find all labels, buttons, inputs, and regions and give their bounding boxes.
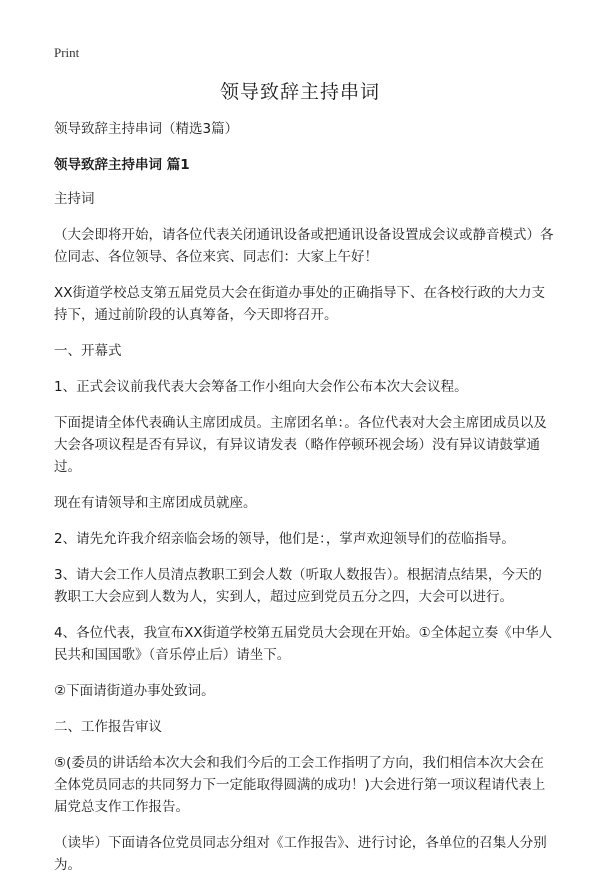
paragraph: 一、开幕式 <box>54 343 122 359</box>
document-subtitle: 领导致辞主持串词（精选3篇） <box>54 121 239 137</box>
paragraph: 二、工作报告审议 <box>54 719 162 735</box>
paragraph: （大会即将开始，请各位代表关闭通讯设备或把通讯设备设置成会议或静音模式）各位同志、各位领导、各位来宾、同志们：大家上午好！ <box>54 227 554 265</box>
section-heading: 领导致辞主持串词 篇1 <box>54 157 190 173</box>
paragraph: 主持词 <box>54 191 95 207</box>
paragraph: ⑤(委员的讲话给本次大会和我们今后的工会工作指明了方向，我们相信本次大会在全体党员同志的共同努力下一定能取得圆满的成功！)大会进行第一项议程请代表上届党总支作工作报告。 <box>54 755 546 815</box>
paragraph: 1、正式会议前我代表大会筹备工作小组向大会作公布本次大会议程。 <box>54 379 468 395</box>
paragraph: 下面提请全体代表确认主席团成员。主席团名单：。各位代表对大会主席团成员以及大会各项议程是否有异议，有异议请发表（略作停顿环视会场）没有异议请鼓掌通过。 <box>54 415 547 475</box>
paragraph: ②下面请街道办事处致词。 <box>54 683 215 699</box>
paragraph: （读毕）下面请各位党员同志分组对《工作报告》、进行讨论，各单位的召集人分别为。 <box>54 835 547 873</box>
document-body <box>54 118 554 890</box>
paragraph: 现在有请领导和主席团成员就座。 <box>54 495 257 511</box>
paragraph: 4、各位代表，我宣布XX街道学校第五届党员大会现在开始。①全体起立奏《中华人民共和国国歌》（音乐停止后）请坐下。 <box>54 625 553 663</box>
paragraph: XX街道学校总支第五届党员大会在街道办事处的正确指导下、在各校行政的大力支持下，通过前阶段的认真筹备，今天即将召开。 <box>54 285 545 323</box>
document-title: 领导致辞主持串词 <box>219 81 380 103</box>
paragraph: 2、请先允许我介绍亲临会场的领导，他们是：，掌声欢迎领导们的莅临指导。 <box>54 531 515 547</box>
paragraph: 3、请大会工作人员清点教职工到会人数（听取人数报告）。根据清点结果，今天的教职工大会应到人数为人，实到人，超过应到党员五分之四，大会可以进行。 <box>54 567 542 605</box>
print-link[interactable]: Print <box>54 45 80 60</box>
